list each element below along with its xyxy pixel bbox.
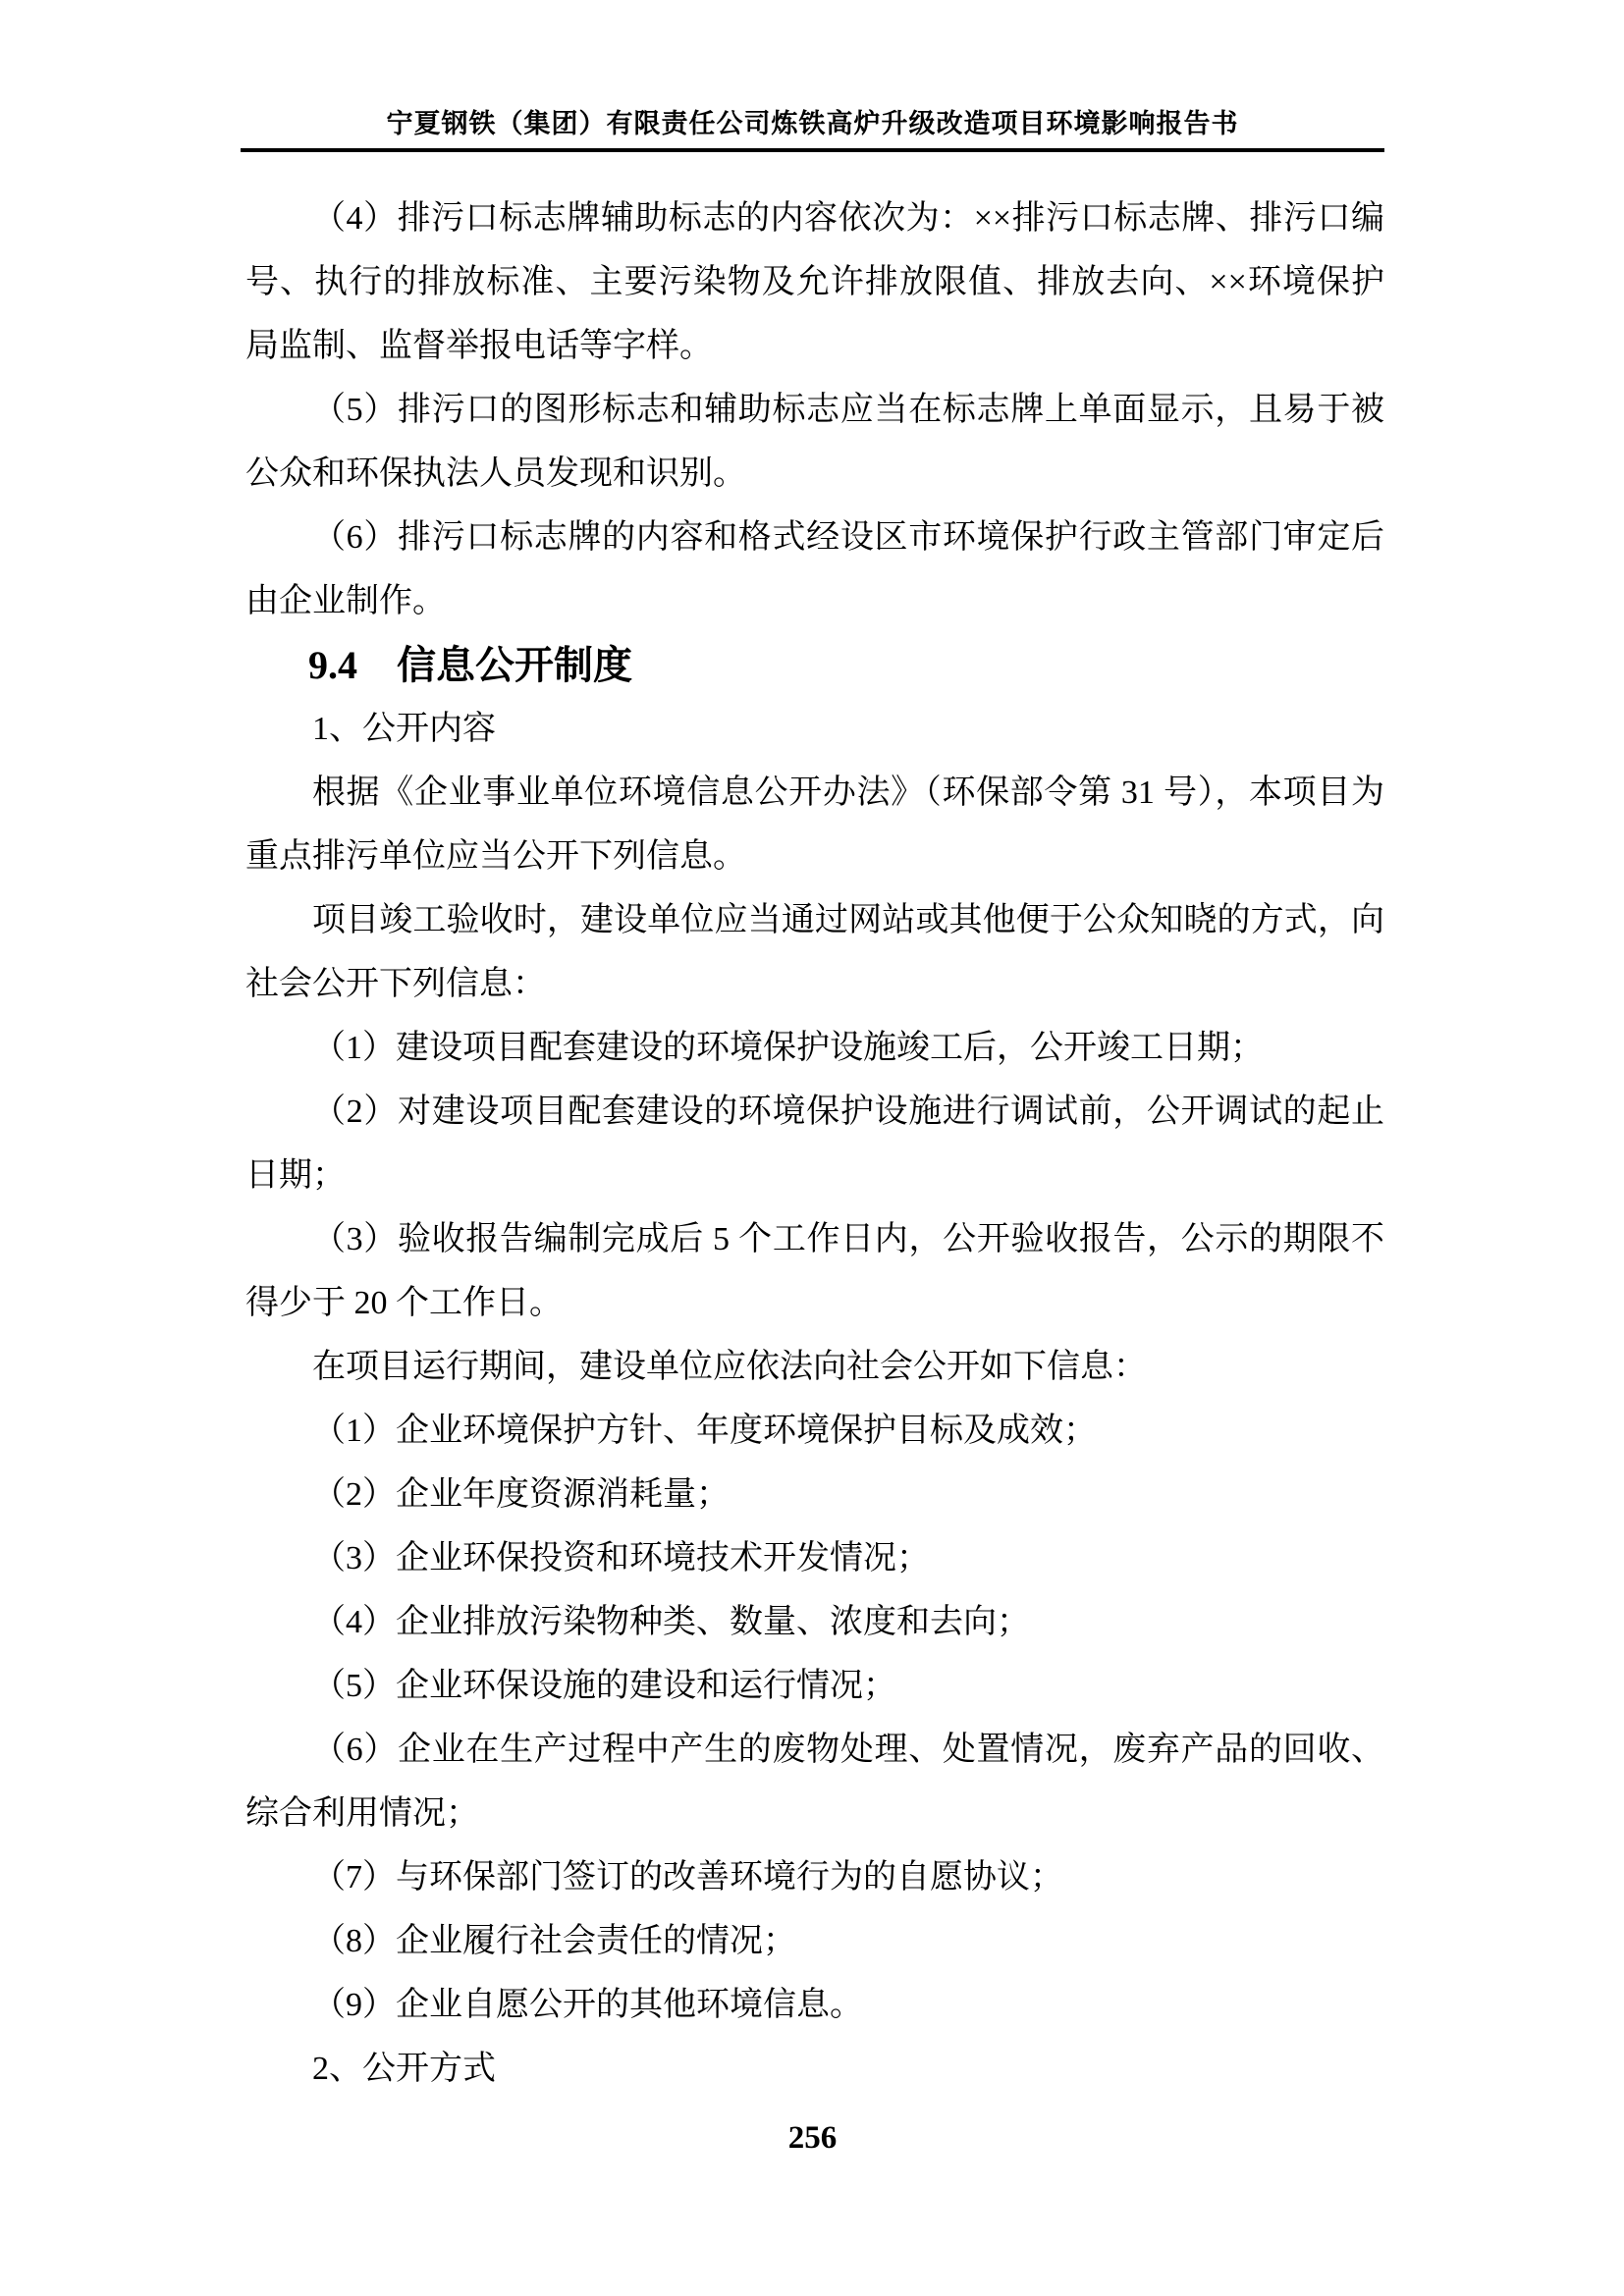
list-item-op-4: （4）企业排放污染物种类、数量、浓度和去向；: [312, 1604, 1030, 1640]
paragraph-item-6: （6）排污口标志牌的内容和格式经设区市环境保护行政主管部门审定后由企业制作。: [245, 519, 1384, 619]
list-item-op-8: （8）企业履行社会责任的情况；: [312, 1923, 796, 1959]
list-item-op-5: （5）企业环保设施的建设和运行情况；: [312, 1668, 896, 1704]
list-item-3: （3）验收报告编制完成后 5 个工作日内，公开验收报告，公示的期限不得少于 20 个工作日。: [245, 1221, 1384, 1321]
paragraph-acceptance: 项目竣工验收时，建设单位应当通过网站或其他便于公众知晓的方式，向社会公开下列信息：: [245, 902, 1384, 1002]
list-item-2: （2）对建设项目配套建设的环境保护设施进行调试前，公开调试的起止日期；: [245, 1094, 1384, 1194]
header-rule: [241, 148, 1384, 152]
list-item-op-1: （1）企业环境保护方针、年度环境保护目标及成效；: [312, 1413, 1097, 1449]
section-heading-9-4: 9.4 信息公开制度: [308, 643, 632, 687]
paragraph-basis: 根据《企业事业单位环境信息公开办法》（环保部令第 31 号），本项目为重点排污单位应当公开下列信息。: [245, 774, 1384, 875]
paragraph-item-4: （4）排污口标志牌辅助标志的内容依次为：××排污口标志牌、排污口编号、执行的排放标准、主要污染物及允许排放限值、排放去向、××环境保护局监制、监督举报电话等字样。: [245, 200, 1384, 364]
list-item-op-3: （3）企业环保投资和环境技术开发情况；: [312, 1540, 930, 1576]
page-number: 256: [787, 2120, 838, 2156]
paragraph-item-5: （5）排污口的图形标志和辅助标志应当在标志牌上单面显示，且易于被公众和环保执法人员发现和识别。: [245, 392, 1384, 492]
paragraph-operation: 在项目运行期间，建设单位应依法向社会公开如下信息：: [312, 1349, 1147, 1385]
list-item-op-2: （2）企业年度资源消耗量；: [312, 1476, 730, 1513]
subheading-1-content: 1、公开内容: [312, 711, 496, 747]
list-item-op-7: （7）与环保部门签订的改善环境行为的自愿协议；: [312, 1859, 1063, 1896]
list-item-1: （1）建设项目配套建设的环境保护设施竣工后，公开竣工日期；: [312, 1030, 1264, 1066]
page-header-title: 宁夏钢铁（集团）有限责任公司炼铁高炉升级改造项目环境影响报告书: [386, 109, 1239, 138]
list-item-op-9: （9）企业自愿公开的其他环境信息。: [312, 1987, 863, 2023]
list-item-op-6: （6）企业在生产过程中产生的废物处理、处置情况，废弃产品的回收、综合利用情况；: [245, 1732, 1384, 1832]
document-body: [245, 187, 1384, 2101]
subheading-2-method: 2、公开方式: [312, 2051, 496, 2087]
